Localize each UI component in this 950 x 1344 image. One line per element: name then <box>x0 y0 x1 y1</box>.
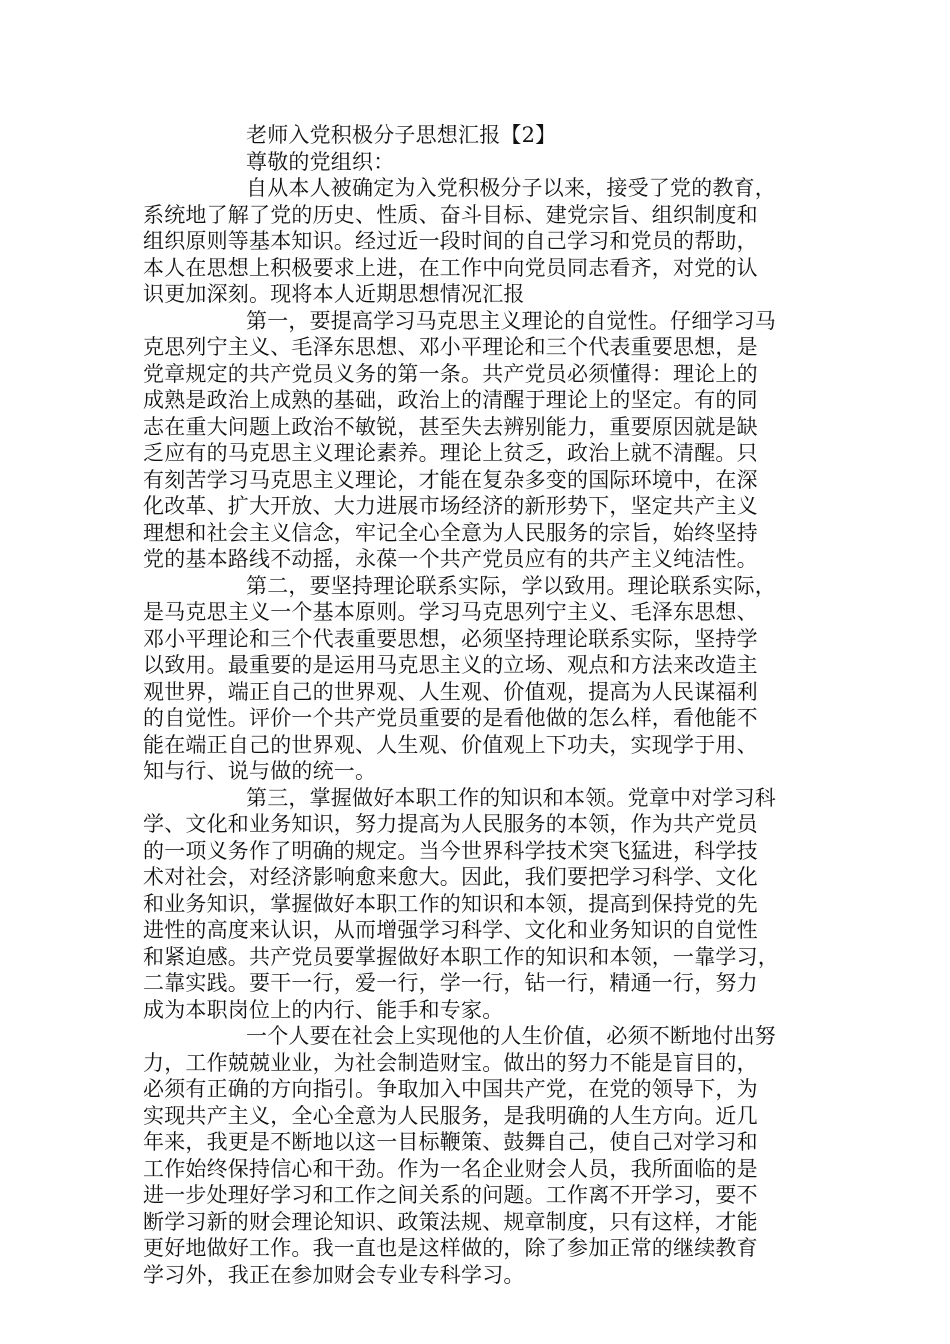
text-line: 知与行、说与做的统一。 <box>143 759 377 783</box>
text-line: 必须有正确的方向指引。争取加入中国共产党，在党的领导下，为 <box>143 1077 758 1101</box>
text-line: 第三，掌握做好本职工作的知识和本领。党章中对学习科 <box>246 785 776 810</box>
text-line: 成熟是政治上成熟的基础，政治上的清醒于理论上的坚定。有的同 <box>143 388 758 412</box>
text-line: 能在端正自己的世界观、人生观、价值观上下功夫，实现学于用、 <box>143 732 758 757</box>
text-line: 术对社会，对经济影响愈来愈大。因此，我们要把学习科学、文化 <box>143 865 758 889</box>
text-line: 年来，我更是不断地以这一目标鞭策、鼓舞自己，使自己对学习和 <box>143 1130 758 1154</box>
text-line: 有刻苦学习马克思主义理论，才能在复杂多变的国际环境中，在深 <box>143 467 758 492</box>
text-line: 党的基本路线不动摇，永葆一个共产党员应有的共产主义纯洁性。 <box>143 547 758 571</box>
text-line: 实现共产主义，全心全意为人民服务，是我明确的人生方向。近几 <box>143 1103 758 1128</box>
text-line: 乏应有的马克思主义理论素养。理论上贫乏，政治上就不清醒。只 <box>143 441 758 465</box>
text-line: 第二，要坚持理论联系实际，学以致用。理论联系实际， <box>246 573 776 598</box>
text-line: 的一项义务作了明确的规定。当今世界科学技术突飞猛进，科学技 <box>143 838 758 863</box>
text-line: 组织原则等基本知识。经过近一段时间的自己学习和党员的帮助， <box>143 229 758 253</box>
text-line: 学、文化和业务知识，努力提高为人民服务的本领，作为共产党员 <box>143 812 758 836</box>
text-line: 进一步处理好学习和工作之间关系的问题。工作离不开学习，要不 <box>143 1183 758 1207</box>
text-line: 的自觉性。评价一个共产党员重要的是看他做的怎么样，看他能不 <box>143 706 758 730</box>
text-line: 成为本职岗位上的内行、能手和专家。 <box>143 997 504 1022</box>
text-line: 和紧迫感。共产党员要掌握做好本职工作的知识和本领，一靠学习， <box>143 944 779 969</box>
salutation: 尊敬的党组织： <box>246 149 395 174</box>
text-line: 自从本人被确定为入党积极分子以来，接受了党的教育， <box>246 176 776 200</box>
text-line: 断学习新的财会理论知识、政策法规、规章制度，只有这样，才能 <box>143 1209 758 1234</box>
text-line: 和业务知识，掌握做好本职工作的知识和本领，提高到保持党的先 <box>143 891 758 916</box>
text-line: 进性的高度来认识，从而增强学习科学、文化和业务知识的自觉性 <box>143 918 758 942</box>
text-line: 化改革、扩大开放、大力进展市场经济的新形势下，坚定共产主义 <box>143 494 758 518</box>
text-line: 系统地了解了党的历史、性质、奋斗目标、建党宗旨、组织制度和 <box>143 202 758 227</box>
text-line: 以致用。最重要的是运用马克思主义的立场、观点和方法来改造主 <box>143 653 758 677</box>
text-line: 学习外，我正在参加财会专业专科学习。 <box>143 1262 525 1287</box>
text-line: 识更加深刻。现将本人近期思想情况汇报 <box>143 282 525 306</box>
text-line: 克思列宁主义、毛泽东思想、邓小平理论和三个代表重要思想，是 <box>143 335 758 359</box>
document-title: 老师入党积极分子思想汇报【2】 <box>246 123 557 147</box>
text-line: 志在重大问题上政治不敏锐，甚至失去辨别能力，重要原因就是缺 <box>143 414 758 439</box>
text-line: 观世界，端正自己的世界观、人生观、价值观，提高为人民谋福利 <box>143 679 758 704</box>
text-line: 是马克思主义一个基本原则。学习马克思列宁主义、毛泽东思想、 <box>143 600 758 624</box>
text-line: 二靠实践。要干一行，爱一行，学一行，钻一行，精通一行，努力 <box>143 971 758 995</box>
text-line: 一个人要在社会上实现他的人生价值，必须不断地付出努 <box>246 1024 776 1048</box>
text-line: 本人在思想上积极要求上进，在工作中向党员同志看齐，对党的认 <box>143 255 758 280</box>
text-line: 党章规定的共产党员义务的第一条。共产党员必须懂得：理论上的 <box>143 361 758 386</box>
text-line: 邓小平理论和三个代表重要思想，必须坚持理论联系实际，坚持学 <box>143 626 758 651</box>
document-page <box>143 122 833 1288</box>
text-line: 更好地做好工作。我一直也是这样做的，除了参加正常的继续教育 <box>143 1236 758 1260</box>
document-body <box>143 175 833 1288</box>
text-line: 力，工作兢兢业业，为社会制造财宝。做出的努力不能是盲目的， <box>143 1050 758 1075</box>
text-line: 理想和社会主义信念，牢记全心全意为人民服务的宗旨，始终坚持 <box>143 520 758 545</box>
text-line: 工作始终保持信心和干劲。作为一名企业财会人员，我所面临的是 <box>143 1156 758 1181</box>
text-line: 第一，要提高学习马克思主义理论的自觉性。仔细学习马 <box>246 308 776 333</box>
